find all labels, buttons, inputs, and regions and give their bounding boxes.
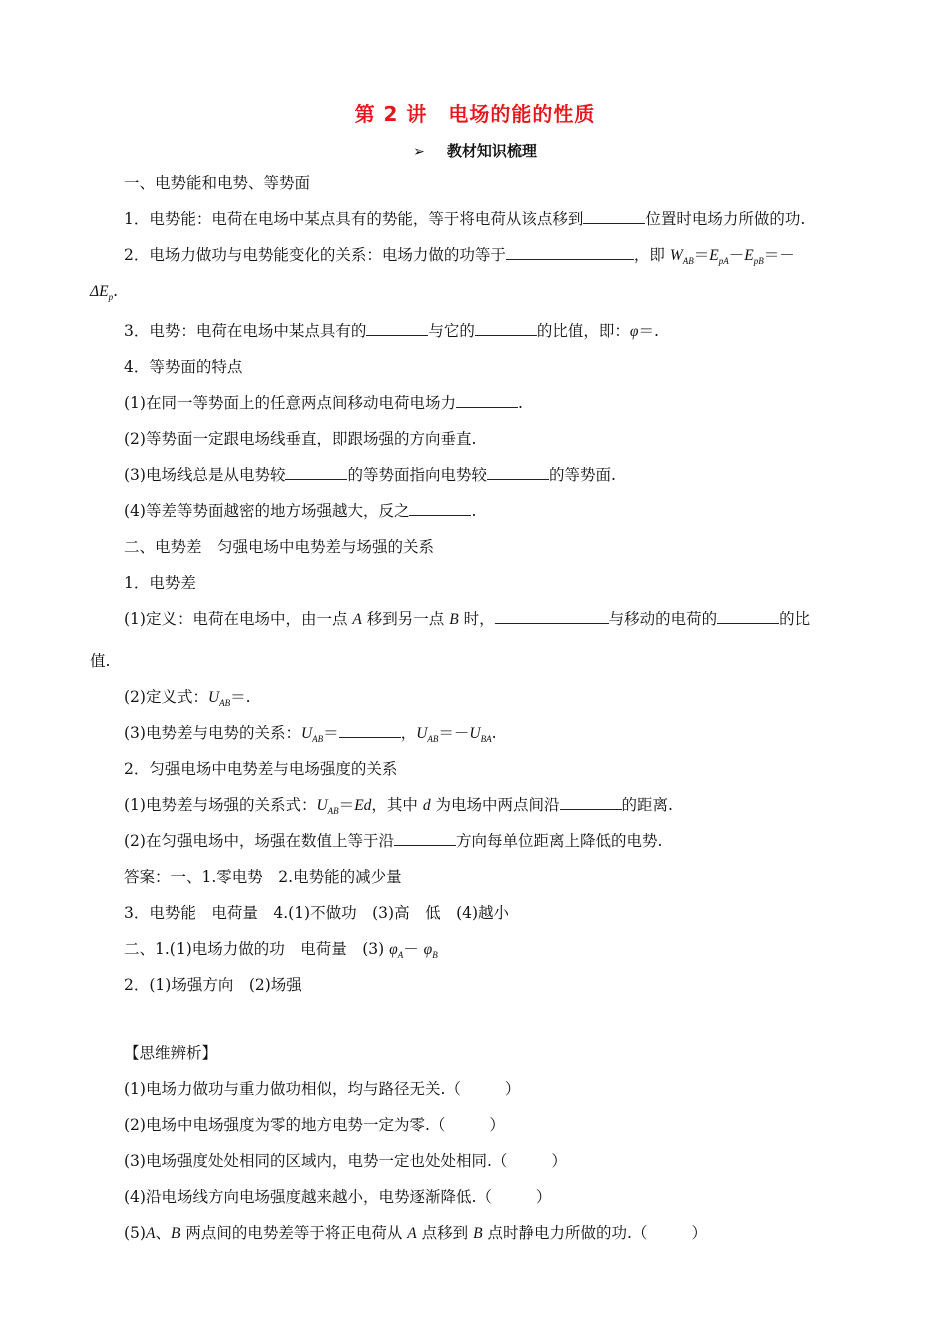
answer-line-3: 二、1.(1)电场力做的功 电荷量 (3) $\varphi_A- \varphi_B$: [124, 940, 438, 961]
question-3: (3)电场强度处处相同的区域内，电势一定也处处相同.（ ）: [124, 1152, 567, 1170]
item-relation: (3)电势差与电势的关系：$U_{AB}=$ ，$U_{AB}=-U_{BA}$.: [124, 724, 497, 745]
item-definition-continued: 值.: [90, 652, 111, 670]
blank: [339, 723, 401, 738]
arrow-bullet-icon: ➢: [413, 144, 425, 160]
paragraph-1: 1．电势能：电荷在电场中某点具有的势能，等于将电荷从该点移到 位置时电场力所做的功.: [124, 210, 806, 228]
item-4-1: (1)在同一等势面上的任意两点间移动电荷电场力 .: [124, 394, 523, 412]
paragraph-3: 3．电势：电荷在电场中某点具有的 与它的 的比值，即：φ＝.: [124, 322, 659, 340]
section2-heading: 二、电势差 匀强电场中电势差与场强的关系: [124, 538, 435, 556]
thinking-heading: 【思维辨析】: [124, 1044, 218, 1062]
blank: [409, 501, 471, 516]
blank: [717, 609, 779, 624]
section1-heading: 一、电势能和电势、等势面: [124, 174, 311, 192]
paragraph-2-2: 2．匀强电场中电势差与电场强度的关系: [124, 760, 398, 778]
page-title: 第 2 讲 电场的能的性质: [354, 102, 596, 126]
paragraph-4: 4．等势面的特点: [124, 358, 243, 376]
question-1: (1)电场力做功与重力做功相似，均与路径无关.（ ）: [124, 1080, 521, 1098]
blank: [366, 321, 428, 336]
blank: [394, 831, 456, 846]
blank: [285, 465, 347, 480]
paragraph-2: 2．电场力做功与电势能变化的关系：电场力做的功等于 ，即 $W_{AB}=E_{pA}-E_{pB}=-$: [124, 246, 795, 267]
item-field-relation: (1)电势差与场强的关系式：$U_{AB}=Ed$，其中 d 为电场中两点间沿 的距离.: [124, 796, 673, 817]
section-subtitle: [0, 140, 950, 161]
item-definition: (1)定义：电荷在电场中，由一点 A 移到另一点 B 时， 与移动的电荷的 的比: [124, 610, 811, 628]
blank: [487, 465, 549, 480]
item-4-2: (2)等势面一定跟电场线垂直，即跟场强的方向垂直.: [124, 430, 477, 448]
answer-line-2: 3．电势能 电荷量 4.(1)不做功 (3)高 低 (4)越小: [124, 904, 510, 922]
item-4-3: (3)电场线总是从电势较 的等势面指向电势较 的等势面.: [124, 466, 616, 484]
blank: [456, 393, 518, 408]
paragraph-2-continued: $\Delta E_p$.: [90, 282, 119, 303]
subtitle-text: 教材知识梳理: [446, 142, 537, 160]
answer-line-4: 2．(1)场强方向 (2)场强: [124, 976, 302, 994]
question-2: (2)电场中电场强度为零的地方电势一定为零.（ ）: [124, 1116, 505, 1134]
paragraph-2-1: 1．电势差: [124, 574, 196, 592]
item-4-4: (4)等差等势面越密的地方场强越大，反之 .: [124, 502, 477, 520]
answer-line-1: 答案：一、1.零电势 2.电势能的减少量: [124, 868, 402, 886]
question-5: (5)A、B 两点间的电势差等于将正电荷从 A 点移到 B 点时静电力所做的功.（ ）: [124, 1224, 707, 1242]
question-4: (4)沿电场线方向电场强度越来越小，电势逐渐降低.（ ）: [124, 1188, 552, 1206]
blank: [560, 795, 622, 810]
blank: [495, 609, 609, 624]
blank: [583, 209, 645, 224]
item-formula: (2)定义式：$U_{AB}=$.: [124, 688, 251, 709]
blank: [506, 245, 634, 260]
item-uniform-field: (2)在匀强电场中，场强在数值上等于沿 方向每单位距离上降低的电势.: [124, 832, 663, 850]
blank: [475, 321, 537, 336]
